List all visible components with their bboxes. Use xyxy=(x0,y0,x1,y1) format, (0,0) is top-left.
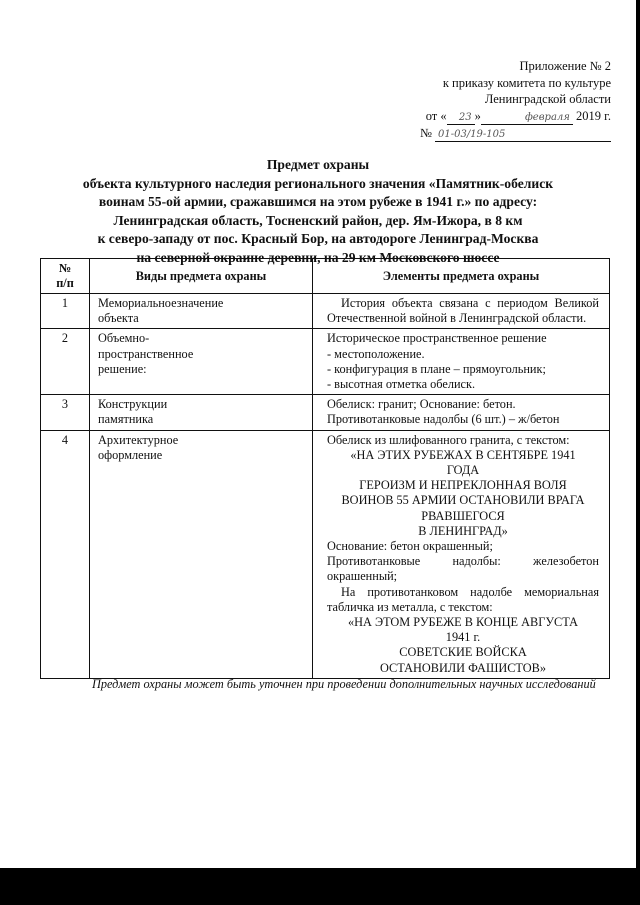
title-line: Ленинградская область, Тосненский район, дер. Ям-Ижора, в 8 км xyxy=(113,212,523,228)
document-title xyxy=(40,156,596,268)
table-row xyxy=(41,294,610,329)
row-kind: Объемно- пространственное решение: xyxy=(90,329,313,395)
handwritten-month: февраля xyxy=(481,112,573,125)
row-elements: Обелиск из шлифованного гранита, с текстом: «НА ЭТИХ РУБЕЖАХ В СЕНТЯБРЕ 1941 ГОДА ГЕРОИЗМ И НЕПРЕКЛОННАЯ ВОЛЯ ВОИНОВ 55 АРМИИ ОСТАНОВИЛИ ВРАГА РВАВШЕГОСЯ В ЛЕНИНГРАД» Основание: бетон окрашенный; Противотанковые надолбы: железобетон окрашенный; На противотанковом надолбе мемориальная табличка из металла, с текстом: «НА ЭТОМ РУБЕЖЕ В КОНЦЕ АВГУСТА 1941 г. СОВЕТСКИЕ ВОЙСКА ОСТАНОВИЛИ ФАШИСТОВ» xyxy=(313,430,610,678)
footnote: Предмет охраны может быть уточнен при проведении дополнительных научных исследований xyxy=(92,677,596,691)
title-line: на северной окраине деревни, на 29 км Московского шоссе xyxy=(136,249,500,265)
inscription-plaque: «НА ЭТОМ РУБЕЖЕ В КОНЦЕ АВГУСТА 1941 г. СОВЕТСКИЕ ВОЙСКА ОСТАНОВИЛИ ФАШИСТОВ» xyxy=(347,615,579,675)
row-kind: Конструкции памятника xyxy=(90,395,313,430)
row-elements: Историческое пространственное решение - местоположение. - конфигурация в плане – прямоугольник; - высотная отметка обелиск. xyxy=(313,329,610,395)
appendix-region: Ленинградской области xyxy=(484,92,611,106)
appendix-order: к приказу комитета по культуре xyxy=(442,75,611,90)
row-elements: История объекта связана с периодом Великой Отечественной войной в Ленинградской области. xyxy=(313,294,610,329)
title-heading: Предмет охраны xyxy=(266,157,370,172)
handwritten-number: 01-03/19-105 xyxy=(435,129,611,142)
appendix-doc-number: № 01-03/19-105 xyxy=(420,125,611,142)
title-line: к северо-западу от пос. Красный Бор, на автодороге Ленинград-Москва xyxy=(97,231,539,247)
header-elements: Элементы предмета охраны xyxy=(313,259,610,294)
row-num: 4 xyxy=(41,430,90,678)
protection-table xyxy=(40,258,610,679)
appendix-header xyxy=(420,58,611,142)
appendix-number: Приложение № 2 xyxy=(519,59,611,73)
row-kind: Мемориальноезначение объекта xyxy=(90,294,313,329)
row-num: 3 xyxy=(41,395,90,430)
header-num: № п/п xyxy=(41,259,90,294)
title-line: объекта культурного наследия регионального значения «Памятник-обелиск xyxy=(82,175,554,191)
table-row xyxy=(41,329,610,395)
title-line: воинам 55-ой армии, сражавшимся на этом рубеже в 1941 г.» по адресу: xyxy=(98,194,538,210)
appendix-date: от « 23 » февраля 2019 г. xyxy=(425,108,611,123)
row-elements: Обелиск: гранит; Основание: бетон. Противотанковые надолбы (6 шт.) – ж/бетон xyxy=(313,395,610,430)
header-kind: Виды предмета охраны xyxy=(90,259,313,294)
inscription-obelisk: «НА ЭТИХ РУБЕЖАХ В СЕНТЯБРЕ 1941 ГОДА ГЕРОИЗМ И НЕПРЕКЛОННАЯ ВОЛЯ ВОИНОВ 55 АРМИИ ОСТАНОВИЛИ ВРАГА РВАВШЕГОСЯ В ЛЕНИНГРАД» xyxy=(341,447,585,538)
handwritten-day: 23 xyxy=(447,112,475,125)
table-row xyxy=(41,430,610,678)
row-num: 1 xyxy=(41,294,90,329)
table-row xyxy=(41,395,610,430)
table-header-row xyxy=(41,259,610,294)
row-kind: Архитектурное оформление xyxy=(90,430,313,678)
row-num: 2 xyxy=(41,329,90,395)
